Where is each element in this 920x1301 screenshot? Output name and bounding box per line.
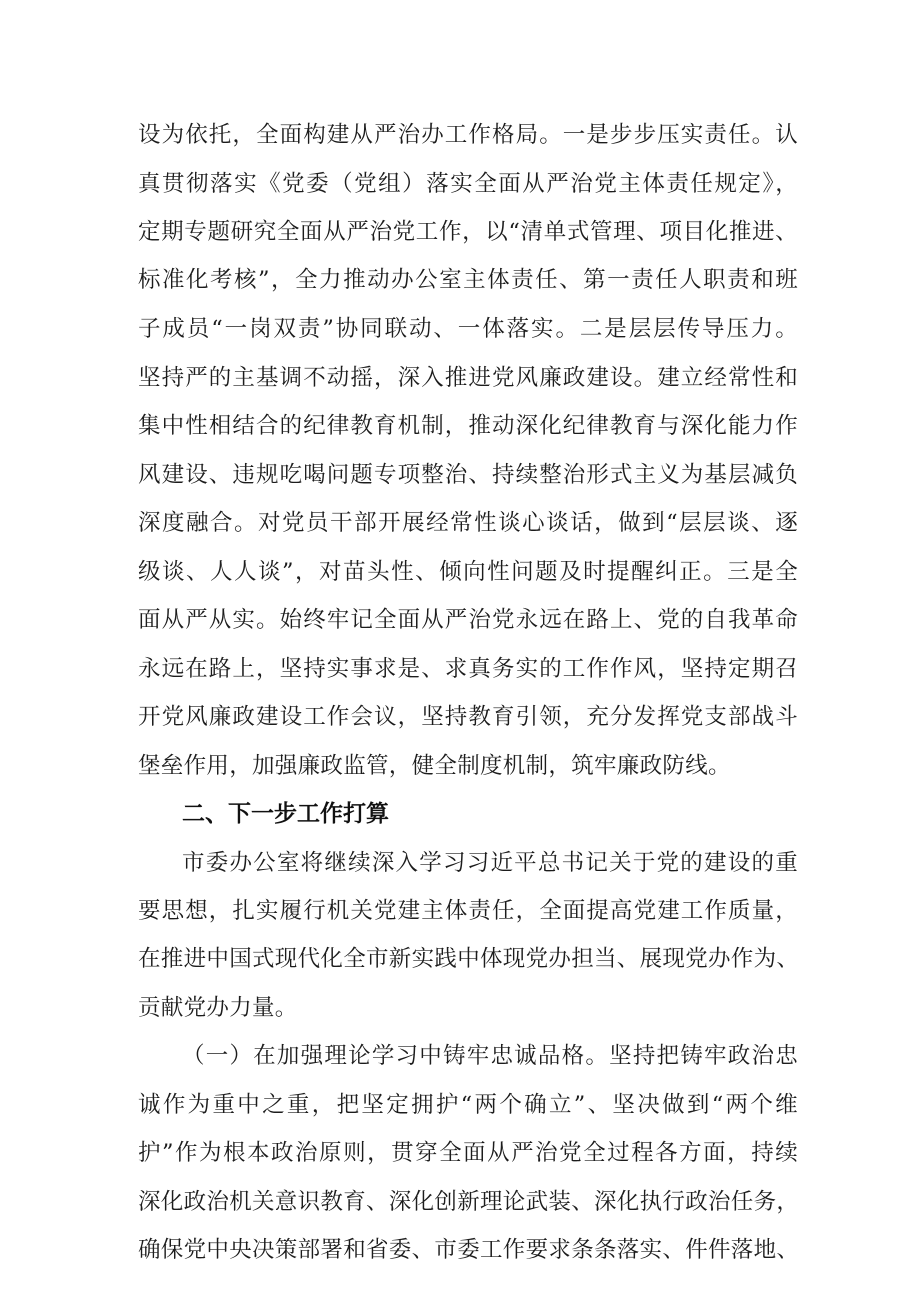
- paragraph-line: 级谈、人人谈”，对苗头性、倾向性问题及时提醒纠正。三是全: [138, 559, 798, 585]
- paragraph-line: 标准化考核”，全力推动办公室主体责任、第一责任人职责和班: [138, 267, 798, 293]
- paragraph-line: 深化政治机关意识教育、深化创新理论武装、深化执行政治任务，: [138, 1189, 800, 1215]
- paragraph-line: 风建设、违规吃喝问题专项整治、持续整治形式主义为基层减负: [138, 462, 798, 488]
- paragraph-line: 坚持严的主基调不动摇，深入推进党风廉政建设。建立经常性和: [138, 365, 798, 391]
- paragraph-line: 开党风廉政建设工作会议，坚持教育引领，充分发挥党支部战斗: [138, 704, 798, 730]
- section-heading: 二、下一步工作打算: [182, 801, 389, 827]
- paragraph-line: 堡垒作用，加强廉政监管，健全制度机制，筑牢廉政防线。: [138, 753, 731, 779]
- paragraph-line: 确保党中央决策部署和省委、市委工作要求条条落实、件件落地、: [138, 1237, 800, 1263]
- paragraph-line: （一）在加强理论学习中铸牢忠诚品格。坚持把铸牢政治忠: [182, 1043, 798, 1069]
- paragraph-line: 设为依托，全面构建从严治办工作格局。一是步步压实责任。认: [138, 122, 798, 148]
- paragraph-line: 定期专题研究全面从严治党工作，以“清单式管理、项目化推进、: [138, 219, 798, 245]
- paragraph-line: 要思想，扎实履行机关党建主体责任，全面提高党建工作质量，: [138, 898, 798, 924]
- paragraph-line: 面从严从实。始终牢记全面从严治党永远在路上、党的自我革命: [138, 607, 798, 633]
- paragraph-line: 真贯彻落实《党委（党组）落实全面从严治党主体责任规定》，: [138, 171, 798, 197]
- paragraph-line: 子成员“一岗双责”协同联动、一体落实。二是层层传导压力。: [138, 316, 798, 342]
- paragraph-line: 诚作为重中之重，把坚定拥护“两个确立”、坚决做到“两个维: [138, 1092, 798, 1118]
- paragraph-line: 市委办公室将继续深入学习习近平总书记关于党的建设的重: [182, 850, 798, 876]
- paragraph-line: 集中性相结合的纪律教育机制，推动深化纪律教育与深化能力作: [138, 413, 798, 439]
- paragraph-line: 护”作为根本政治原则，贯穿全面从严治党全过程各方面，持续: [138, 1140, 798, 1166]
- paragraph-line: 永远在路上，坚持实事求是、求真务实的工作作风，坚持定期召: [138, 656, 798, 682]
- paragraph-line: 贡献党办力量。: [138, 995, 298, 1021]
- paragraph-line: 深度融合。对党员干部开展经常性谈心谈话，做到“层层谈、逐: [138, 510, 798, 536]
- paragraph-line: 在推进中国式现代化全市新实践中体现党办担当、展现党办作为、: [138, 946, 800, 972]
